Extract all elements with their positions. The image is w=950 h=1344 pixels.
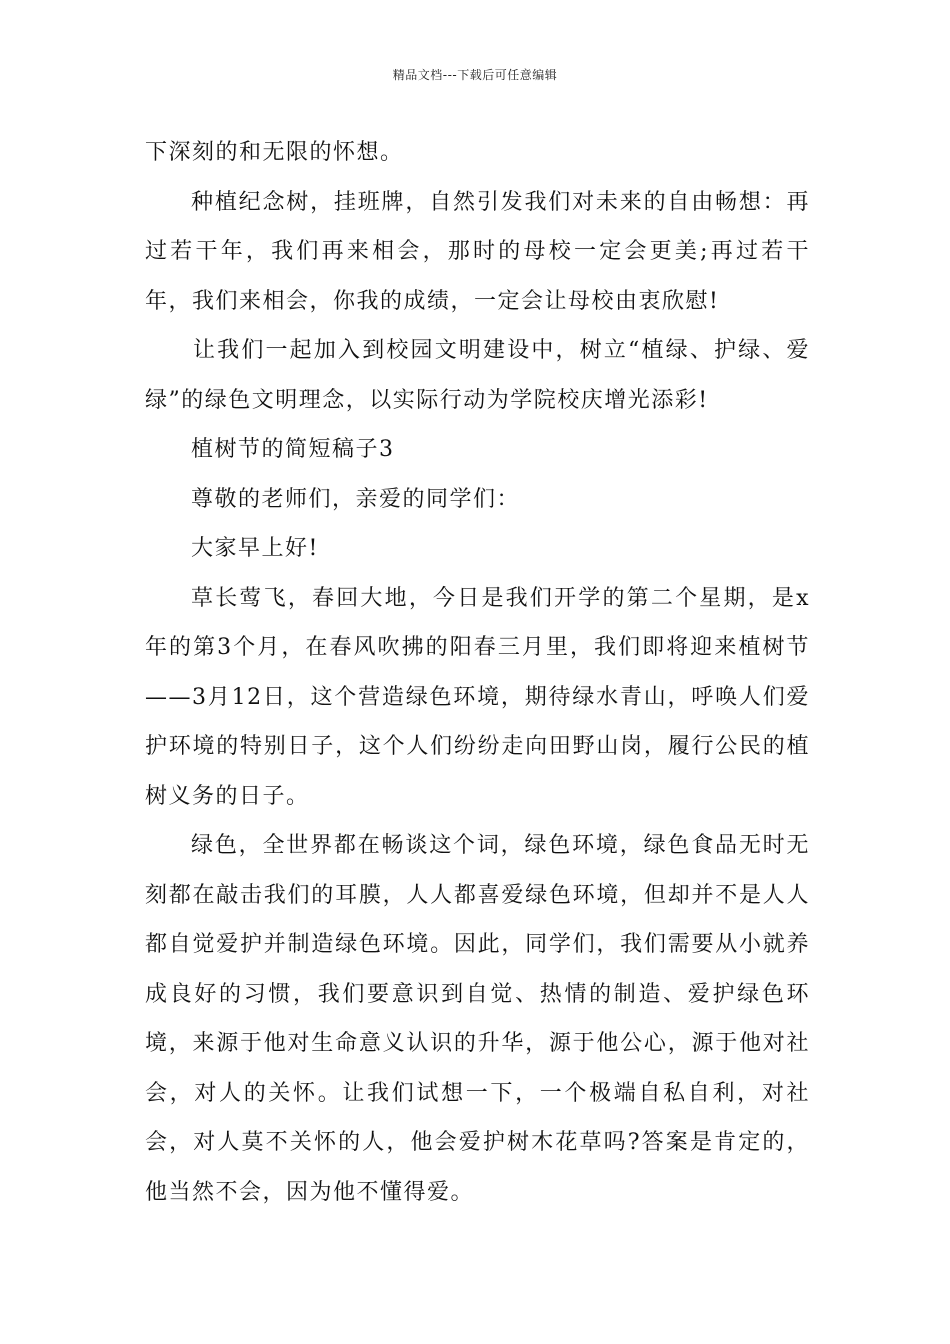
salutation: 尊敬的老师们，亲爱的同学们： xyxy=(191,486,521,512)
page-header: 精品文档---下载后可任意编辑 xyxy=(392,68,558,82)
paragraph-campus-civilization: 让我们一起加入到校园文明建设中，树立“植绿、护绿、爱绿”的绿色文明理念，以实际行动为学院校庆增光添彩! xyxy=(145,338,810,413)
section-heading: 植树节的简短稿子3 xyxy=(191,437,395,462)
paragraph-memorial-tree: 种植纪念树，挂班牌，自然引发我们对未来的自由畅想：再过若干年，我们再来相会，那时的母校一定会更美;再过若干年，我们来相会，你我的成绩，一定会让母校由衷欣慰! xyxy=(145,189,810,314)
greeting: 大家早上好! xyxy=(191,536,319,561)
paragraph-green-environment: 绿色，全世界都在畅谈这个词，绿色环境，绿色食品无时无刻都在敲击我们的耳膜，人人都喜爱绿色环境，但却并不是人人都自觉爱护并制造绿色环境。因此，同学们，我们需要从小就养成良好的习惯，我们要意识到自觉、热情的制造、爱护绿色环境，来源于他对生命意义认识的升华，源于他公心，源于他对社会，对人的关怀。让我们试想一下，一个极端自私自利，对社会，对人莫不关怀的人，他会爱护树木花草吗?答案是肯定的，他当然不会，因为他不懂得爱。 xyxy=(145,833,810,1205)
paragraph-arbor-day: 草长莺飞，春回大地，今日是我们开学的第二个星期，是x年的第3个月，在春风吹拂的阳春三月里，我们即将迎来植树节——3月12日，这个营造绿色环境，期待绿水青山，呼唤人们爱护环境的特别日子，这个人们纷纷走向田野山岗，履行公民的植树义务的日子。 xyxy=(145,585,810,809)
document-body xyxy=(145,128,810,1217)
paragraph-continuation: 下深刻的和无限的怀想。 xyxy=(145,140,404,165)
